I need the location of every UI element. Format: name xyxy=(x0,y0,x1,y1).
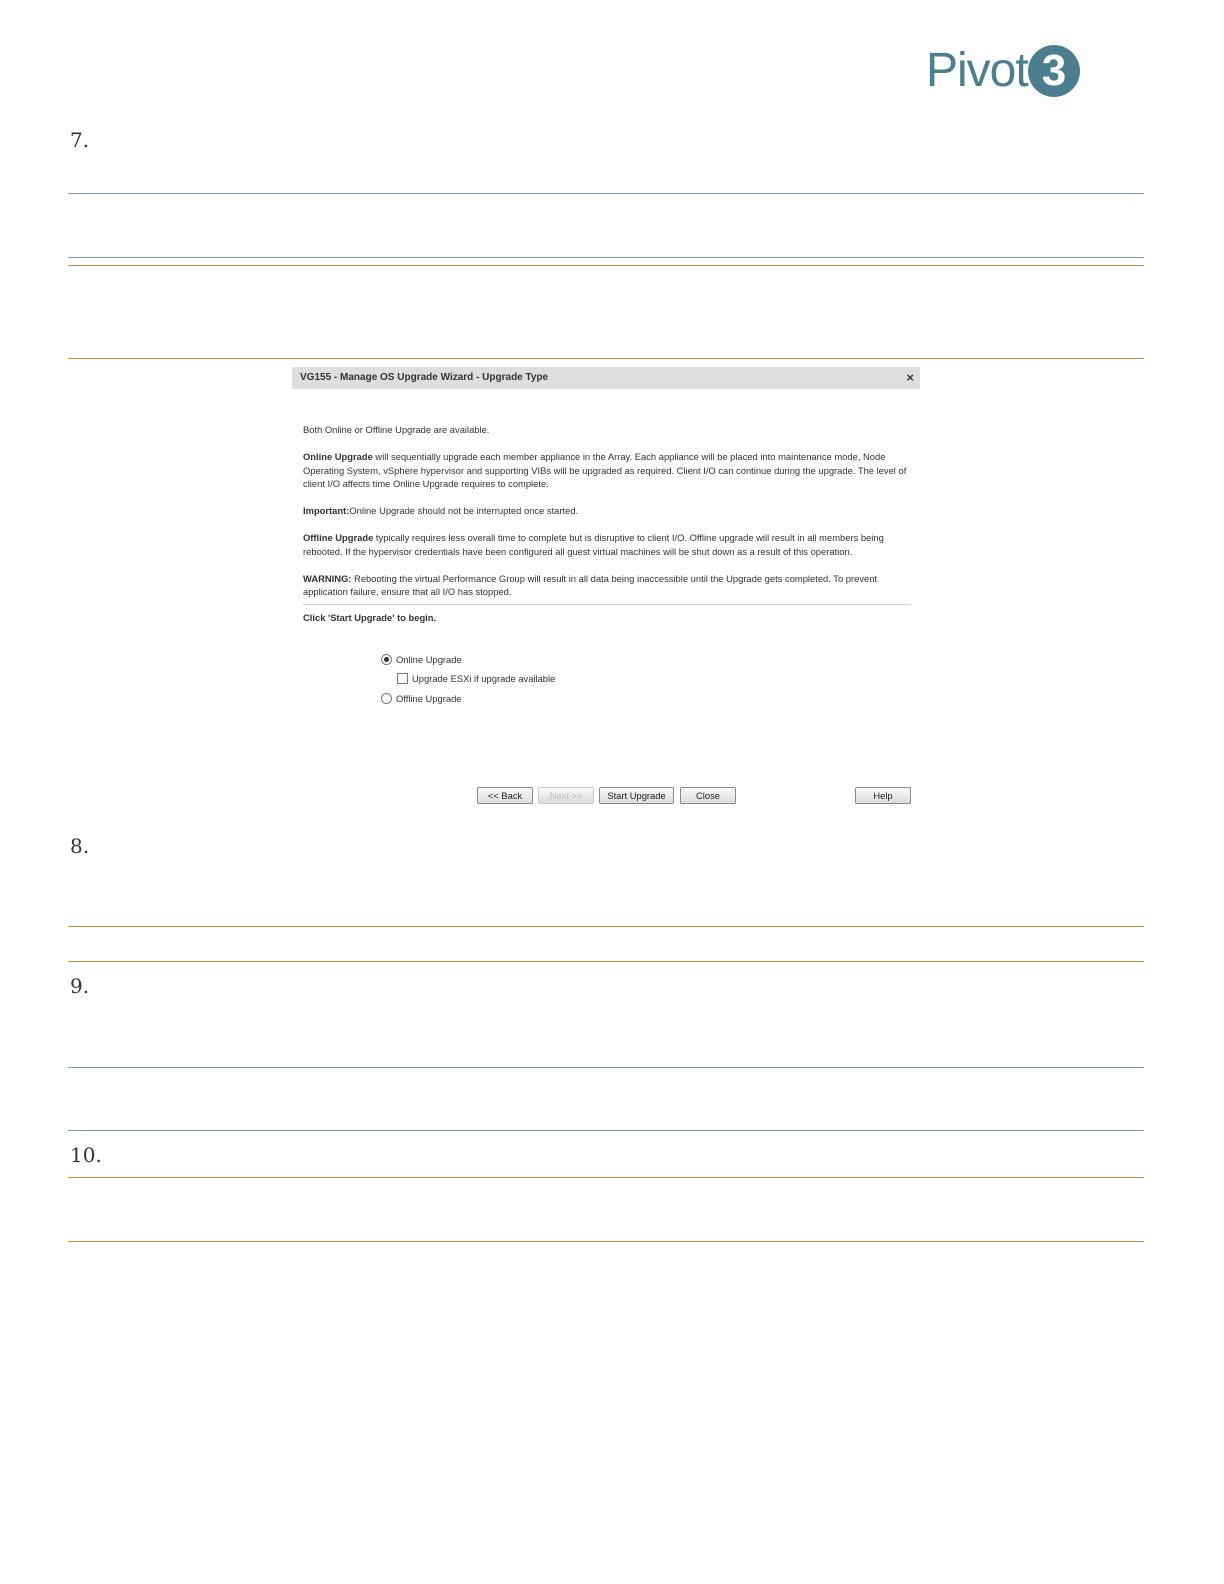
dialog-body xyxy=(303,423,911,612)
dialog-title-bar xyxy=(292,367,920,389)
close-icon[interactable]: × xyxy=(906,370,914,385)
help-button[interactable]: Help xyxy=(855,787,911,804)
important-label: Important: xyxy=(303,505,350,516)
step-number-7: 7. xyxy=(70,128,90,152)
step-number-10: 10. xyxy=(70,1143,102,1167)
start-upgrade-button[interactable]: Start Upgrade xyxy=(599,787,674,804)
offline-upgrade-text: typically requires less overall time to complete but is disruptive to client I/O. Offline upgrade will result in all members being rebooted. If the hypervisor credentials have been configured all guest virtual machines will be shut down as a result of this operation. xyxy=(303,532,884,557)
upgrade-esxi-label: Upgrade ESXi if upgrade available xyxy=(412,673,556,684)
online-upgrade-radio[interactable] xyxy=(381,654,462,665)
radio-unselected-icon[interactable] xyxy=(381,693,392,704)
offline-upgrade-radio[interactable] xyxy=(381,693,462,704)
divider xyxy=(68,961,1144,962)
checkbox-icon[interactable] xyxy=(397,673,408,684)
divider xyxy=(68,265,1144,266)
offline-upgrade-option-label: Offline Upgrade xyxy=(396,693,462,704)
divider xyxy=(68,358,1144,359)
online-upgrade-option-label: Online Upgrade xyxy=(396,654,462,665)
next-button: Next >> xyxy=(538,787,594,804)
start-instruction: Click 'Start Upgrade' to begin. xyxy=(303,612,437,623)
divider xyxy=(68,1130,1144,1131)
step-number-8: 8. xyxy=(70,834,90,858)
online-upgrade-label: Online Upgrade xyxy=(303,451,373,462)
step-number-9: 9. xyxy=(70,974,90,998)
logo-wordmark: Pivot xyxy=(926,44,1028,97)
intro-text: Both Online or Offline Upgrade are available. xyxy=(303,424,490,435)
divider xyxy=(68,926,1144,927)
divider xyxy=(68,1067,1144,1068)
upgrade-wizard-dialog xyxy=(292,367,920,813)
online-upgrade-description xyxy=(303,450,911,491)
divider xyxy=(68,1177,1144,1178)
dialog-title: VG155 - Manage OS Upgrade Wizard - Upgrade Type xyxy=(300,372,549,383)
pivot3-logo xyxy=(926,44,1086,98)
important-text: Online Upgrade should not be interrupted once started. xyxy=(349,505,579,516)
radio-selected-icon[interactable] xyxy=(381,654,392,665)
warning-text: Rebooting the virtual Performance Group will result in all data being inaccessible until the Upgrade gets completed. To prevent application failure, ensure that all I/O has stopped. xyxy=(303,572,878,597)
upgrade-esxi-checkbox[interactable] xyxy=(397,673,555,684)
divider xyxy=(68,193,1144,194)
close-button[interactable]: Close xyxy=(680,787,736,804)
logo-mark: 3 xyxy=(1028,45,1080,97)
offline-upgrade-description xyxy=(303,531,911,558)
important-note xyxy=(303,504,911,518)
back-button[interactable]: << Back xyxy=(477,787,533,804)
warning-label: WARNING: xyxy=(303,572,352,584)
warning-note xyxy=(303,572,911,599)
dialog-separator xyxy=(303,604,911,605)
online-upgrade-text: will sequentially upgrade each member appliance in the Array. Each appliance will be placed into maintenance mode, Node Operating System, vSphere hypervisor and supporting VIBs will be upgraded as required. Client I/O can continue during the upgrade. The level of client I/O affects time Online Upgrade requires to complete. xyxy=(303,451,907,489)
divider xyxy=(68,1241,1144,1242)
offline-upgrade-label: Offline Upgrade xyxy=(303,532,374,543)
divider xyxy=(68,257,1144,258)
